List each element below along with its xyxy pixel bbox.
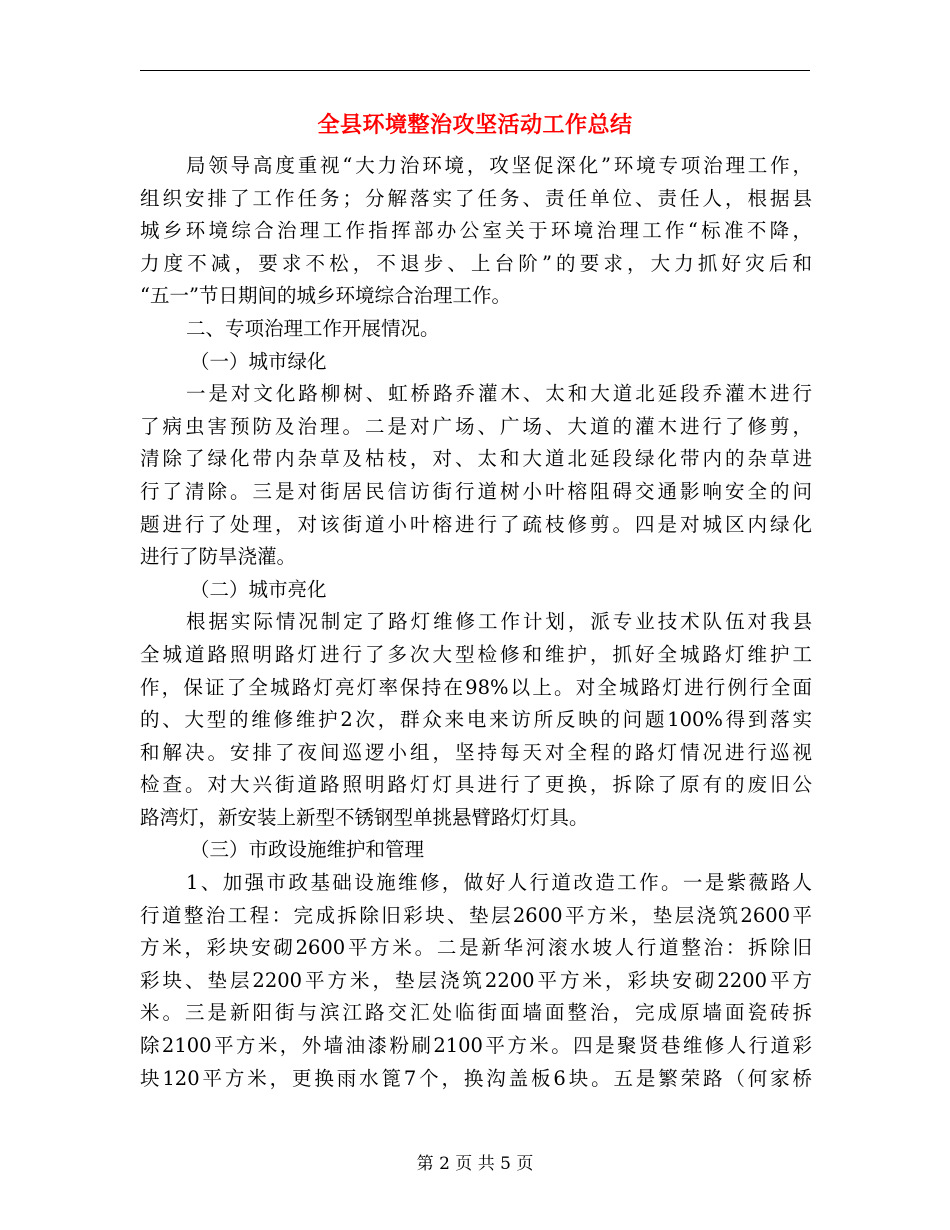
paragraph-line: 方米，彩块安砌2600平方米。二是新华河滚水坡人行道整治：拆除旧 — [140, 936, 812, 960]
paragraph-line: 局领导高度重视“大力治环境，攻坚促深化”环境专项治理工作， — [186, 154, 812, 177]
paragraph-line: 检查。对大兴街道路照明路灯灯具进行了更换，拆除了原有的废旧公 — [140, 773, 812, 797]
document-body — [140, 150, 812, 1095]
page-footer: 第 2 页 共 5 页 — [416, 1154, 534, 1174]
paragraph-line: 清除了绿化带内杂草及枯枝，对、太和大道北延段绿化带内的杂草进 — [140, 447, 812, 471]
header-rule — [140, 70, 810, 71]
paragraph-line: “五一”节日期间的城乡环境综合治理工作。 — [140, 284, 511, 308]
paragraph-line: 根据实际情况制定了路灯维修工作计划，派专业技术队伍对我县 — [186, 610, 812, 634]
paragraph-line: 力度不减，要求不松，不退步、上台阶”的要求，大力抓好灾后和 — [140, 251, 812, 275]
paragraph-line: 行了清除。三是对街居民信访街行道树小叶榕阻碍交通影响安全的问 — [140, 479, 812, 503]
paragraph-line: 彩块、垫层2200平方米，垫层浇筑2200平方米，彩块安砌2200平方 — [140, 968, 812, 992]
paragraph-line: 1、加强市政基础设施维修，做好人行道改造工作。一是紫薇路人 — [186, 871, 812, 895]
paragraph-line: 题进行了处理，对该街道小叶榕进行了疏枝修剪。四是对城区内绿化 — [140, 512, 812, 536]
paragraph-line: 一是对文化路柳树、虹桥路乔灌木、太和大道北延段乔灌木进行 — [186, 382, 812, 406]
paragraph-line: 全城道路照明路灯进行了多次大型检修和维护，抓好全城路灯维护工 — [140, 642, 812, 666]
document-title: 全县环境整治攻坚活动工作总结 — [317, 112, 633, 138]
paragraph-line: 行道整治工程：完成拆除旧彩块、垫层2600平方米，垫层浇筑2600平 — [140, 903, 812, 927]
paragraph-line: 了病虫害预防及治理。二是对广场、广场、大道的灌木进行了修剪， — [140, 414, 812, 438]
subsection-heading: （一）城市绿化 — [190, 349, 327, 373]
paragraph-line: 的、大型的维修维护2次，群众来电来访所反映的问题100%得到落实 — [140, 708, 812, 732]
subsection-heading: （三）市政设施维护和管理 — [190, 838, 425, 862]
paragraph-line: 作，保证了全城路灯亮灯率保持在98%以上。对全城路灯进行例行全面 — [140, 675, 812, 699]
paragraph-line: 进行了防旱浇灌。 — [140, 545, 297, 569]
paragraph-line: 城乡环境综合治理工作指挥部办公室关于环境治理工作“标准不降， — [140, 219, 812, 243]
section-heading: 二、专项治理工作开展情况。 — [186, 316, 440, 340]
paragraph-line: 组织安排了工作任务；分解落实了任务、责任单位、责任人，根据县 — [140, 186, 812, 210]
paragraph-line: 除2100平方米，外墙油漆粉刷2100平方米。四是聚贤巷维修人行道彩 — [140, 1034, 812, 1058]
paragraph-line: 和解决。安排了夜间巡逻小组，坚持每天对全程的路灯情况进行巡视 — [140, 740, 812, 764]
paragraph-line: 路湾灯，新安装上新型不锈钢型单挑悬臂路灯灯具。 — [140, 805, 589, 829]
paragraph-line: 米。三是新阳街与滨江路交汇处临街面墙面整治，完成原墙面瓷砖拆 — [140, 1001, 812, 1025]
subsection-heading: （二）城市亮化 — [190, 577, 327, 601]
paragraph-line: 块120平方米，更换雨水篦7个，换沟盖板6块。五是繁荣路（何家桥 — [140, 1066, 812, 1090]
